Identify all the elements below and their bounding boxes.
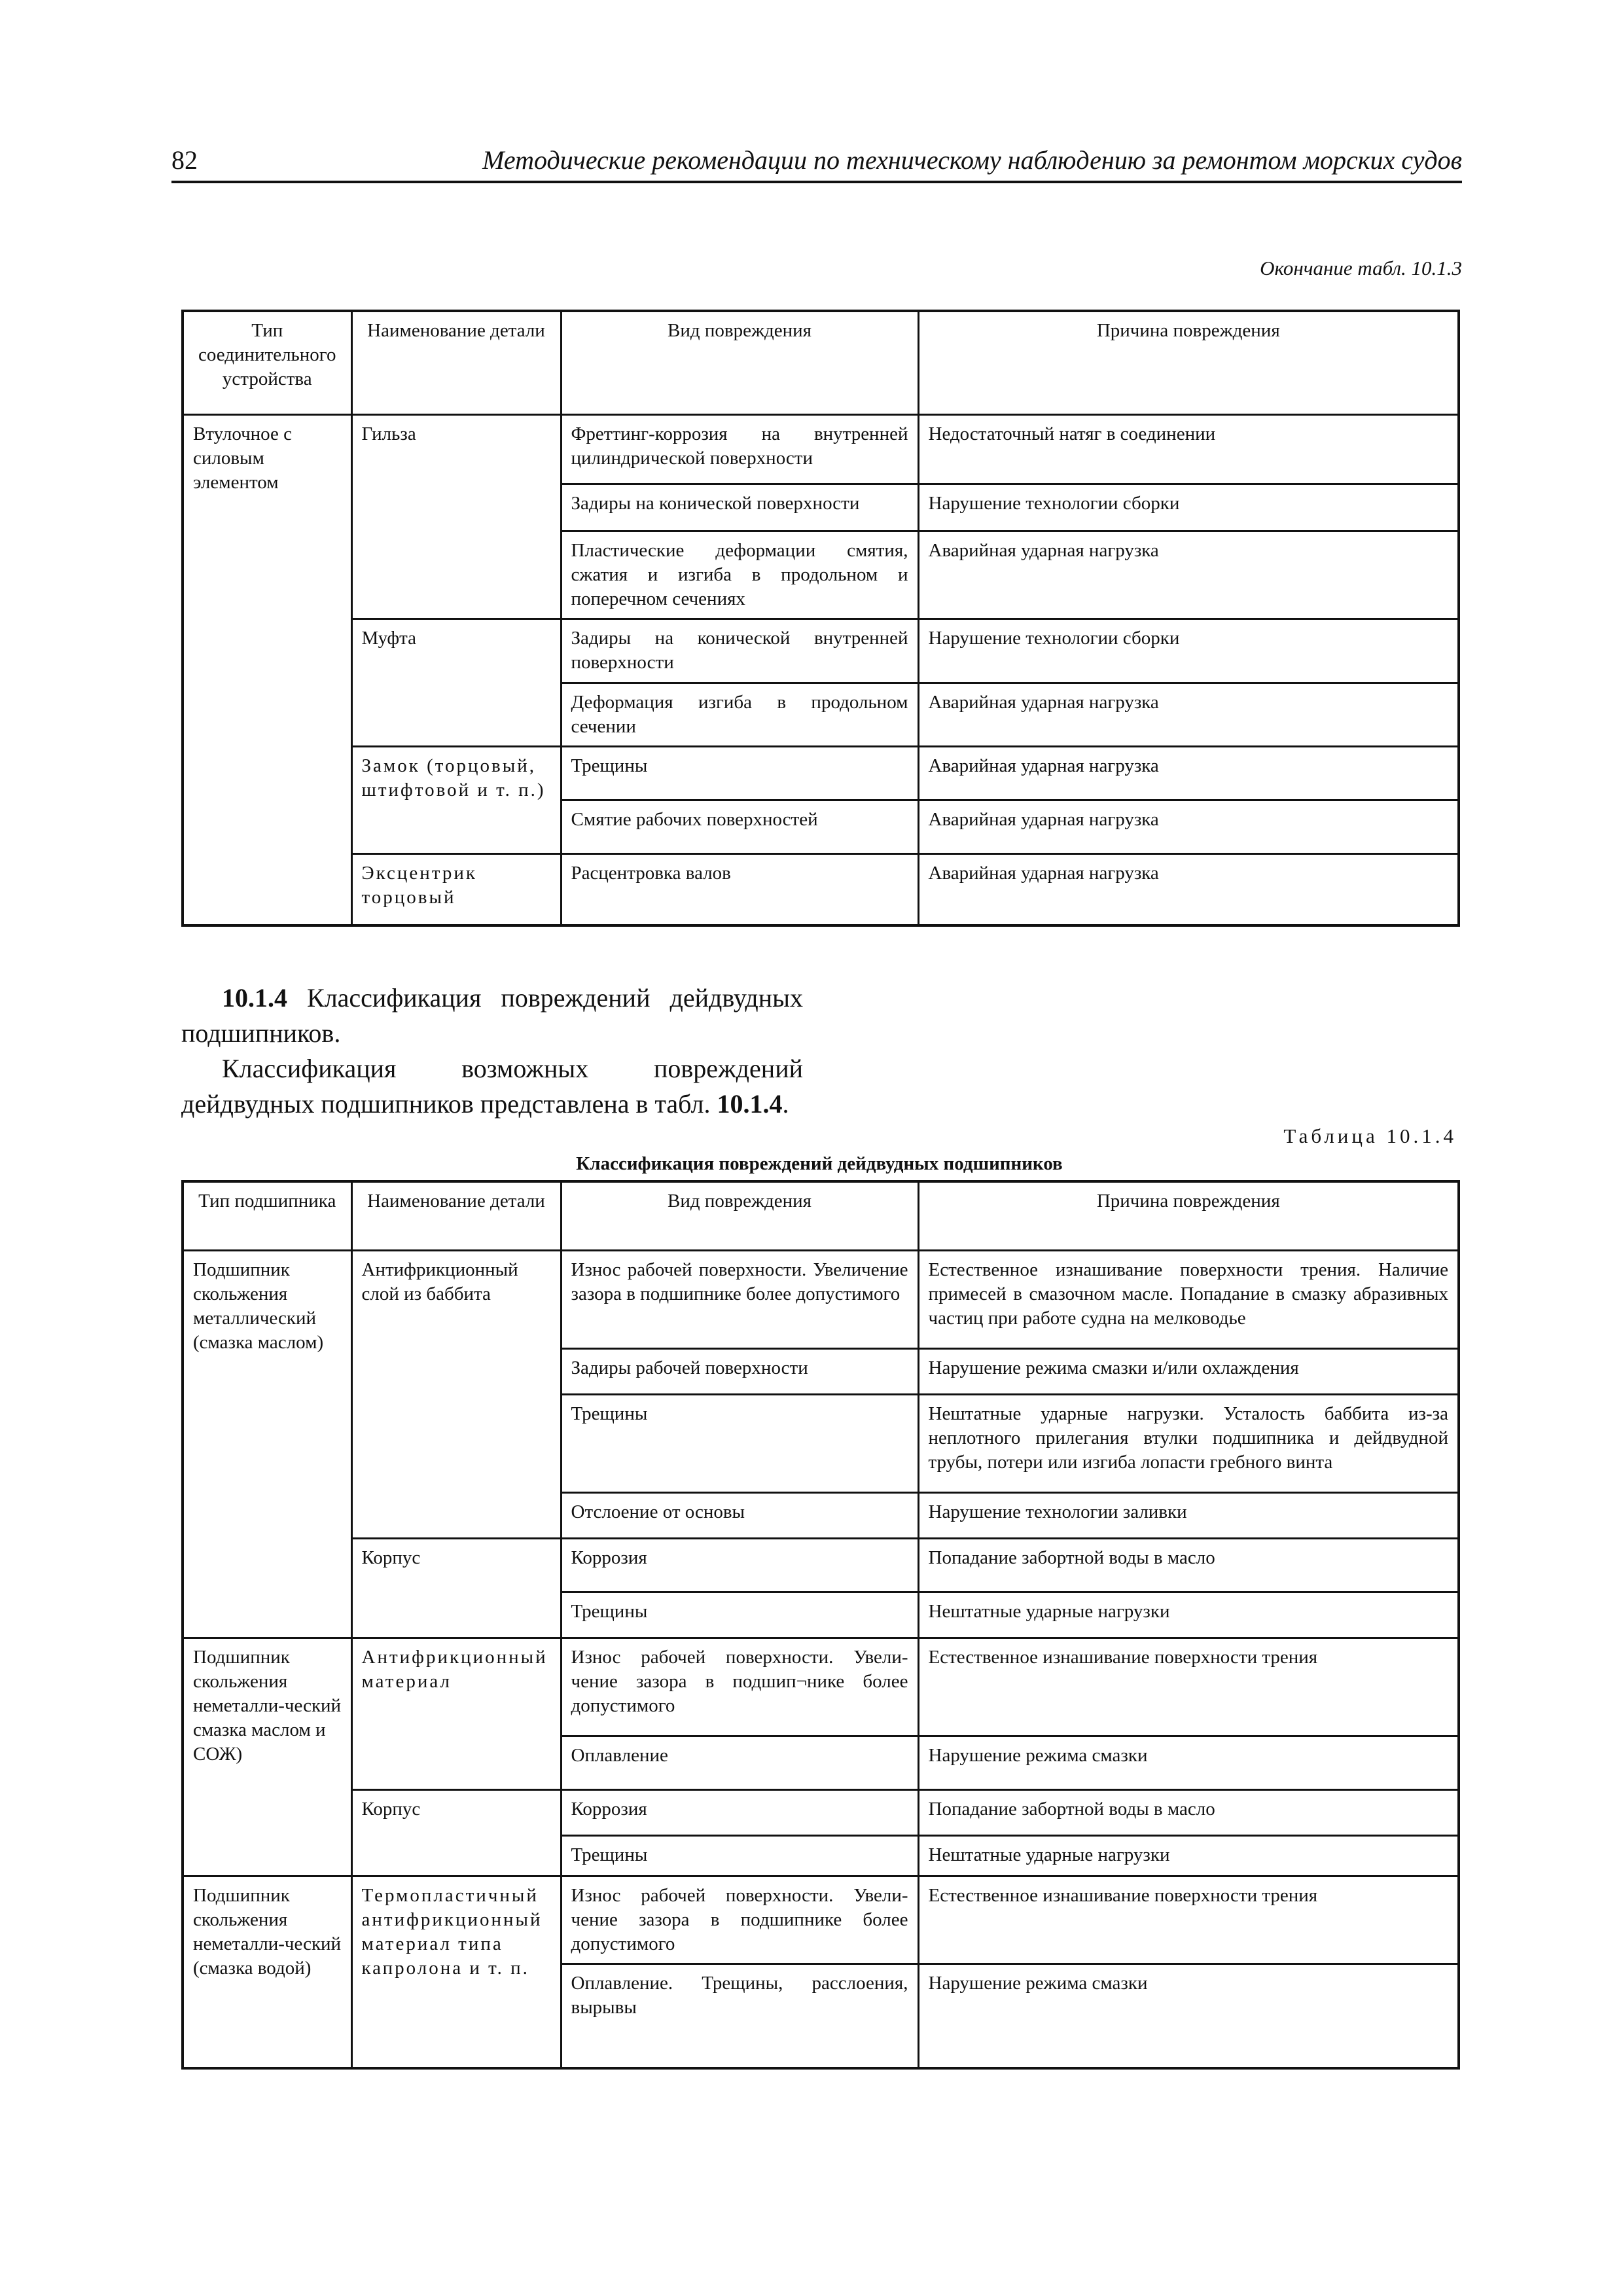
table-row — [183, 619, 1459, 683]
cause-cell: Естественное изнашивание поверхности трения — [918, 1876, 1459, 1964]
cause-cell: Попадание забортной воды в масло — [918, 1789, 1459, 1835]
part-cell: Замок (торцовый, штифтовой и т. п.) — [351, 746, 561, 853]
section-heading-number: 10.1.4 — [222, 983, 287, 1013]
cause-cell: Аварийная ударная нагрузка — [918, 746, 1459, 800]
table-row — [183, 1789, 1459, 1835]
cause-cell: Аварийная ударная нагрузка — [918, 531, 1459, 619]
part-cell: Муфта — [351, 619, 561, 746]
damage-cell: Коррозия — [561, 1538, 918, 1592]
page-number: 82 — [171, 145, 198, 175]
section-body — [181, 1051, 803, 1122]
cause-cell: Нештатные ударные нагрузки. Усталость баббита из-за неплотного прилегания втулки подшипника и дейдвудной трубы, потери или изгиба лопасти гребного винта — [918, 1394, 1459, 1492]
column-header: Наименование детали — [351, 311, 561, 415]
damage-cell: Износ рабочей поверхности. Увели-чение зазора в подшипнике более допустимого — [561, 1876, 918, 1964]
table-label: Таблица 10.1.4 — [1283, 1124, 1457, 1147]
device-type-cell: Втулочное с силовым элементом — [183, 415, 351, 926]
damage-cell: Задиры на конической поверхности — [561, 484, 918, 531]
table-row — [183, 1538, 1459, 1592]
section-body-ref: 10.1.4 — [717, 1089, 783, 1119]
page-header — [171, 141, 1462, 183]
damage-cell: Задиры на конической внутренней поверхности — [561, 619, 918, 683]
bearing-type-cell: Подшипник скольжения неметалли-ческий смазка маслом и СОЖ) — [183, 1638, 351, 1876]
table-10-1-4 — [181, 1180, 1460, 2070]
column-header: Тип подшипника — [183, 1181, 351, 1250]
part-cell: Термопластичный антифрикционный материал типа капролона и т. п. — [351, 1876, 561, 2068]
table-row — [183, 1250, 1459, 1348]
section-heading-text: Классификация повреждений дейдвудных подшипников. — [181, 983, 804, 1048]
damage-cell: Отслоение от основы — [561, 1492, 918, 1538]
column-header: Тип соединительного устройства — [183, 311, 351, 415]
section-heading — [181, 980, 803, 1051]
part-cell: Корпус — [351, 1789, 561, 1876]
damage-cell: Коррозия — [561, 1789, 918, 1835]
section-body-text: Классификация возможных повреждений дейдвудных подшипников представлена в табл. — [181, 1054, 803, 1119]
table-row — [183, 746, 1459, 800]
column-header: Причина повреждения — [918, 1181, 1459, 1250]
cause-cell: Нештатные ударные нагрузки — [918, 1592, 1459, 1638]
section-body-end: . — [782, 1089, 789, 1119]
cause-cell: Нарушение режима смазки — [918, 1736, 1459, 1789]
damage-cell: Смятие рабочих поверхностей — [561, 800, 918, 853]
part-cell: Антифрикционный материал — [351, 1638, 561, 1789]
bearing-type-cell: Подшипник скольжения металлический (смазка маслом) — [183, 1250, 351, 1638]
column-header: Причина повреждения — [918, 311, 1459, 415]
table-header-row — [183, 1181, 1459, 1250]
table-row — [183, 1638, 1459, 1736]
cause-cell: Нарушение технологии заливки — [918, 1492, 1459, 1538]
damage-cell: Трещины — [561, 1835, 918, 1876]
damage-cell: Трещины — [561, 746, 918, 800]
cause-cell: Попадание забортной воды в масло — [918, 1538, 1459, 1592]
table-row — [183, 1876, 1459, 1964]
damage-cell: Износ рабочей поверхности. Увеличение зазора в подшипнике более допустимого — [561, 1250, 918, 1348]
cause-cell: Нарушение режима смазки и/или охлаждения — [918, 1348, 1459, 1394]
table-continuation-note: Окончание табл. 10.1.3 — [1260, 257, 1462, 279]
cause-cell: Нештатные ударные нагрузки — [918, 1835, 1459, 1876]
damage-cell: Износ рабочей поверхности. Увели-чение зазора в подшип¬нике более допустимого — [561, 1638, 918, 1736]
part-cell: Антифрикционный слой из баббита — [351, 1250, 561, 1538]
section-10-1-4 — [181, 980, 803, 1122]
cause-cell: Недостаточный натяг в соединении — [918, 415, 1459, 484]
table-header-row — [183, 311, 1459, 415]
cause-cell: Нарушение технологии сборки — [918, 484, 1459, 531]
table-row — [183, 853, 1459, 925]
cause-cell: Нарушение режима смазки — [918, 1964, 1459, 2068]
column-header: Вид повреждения — [561, 311, 918, 415]
damage-cell: Оплавление — [561, 1736, 918, 1789]
part-cell: Эксцентрик торцовый — [351, 853, 561, 925]
damage-cell: Задиры рабочей поверхности — [561, 1348, 918, 1394]
column-header: Вид повреждения — [561, 1181, 918, 1250]
damage-cell: Пластические деформации смятия, сжатия и изгиба в продольном и поперечном сечениях — [561, 531, 918, 619]
cause-cell: Аварийная ударная нагрузка — [918, 683, 1459, 746]
cause-cell: Естественное изнашивание поверхности трения — [918, 1638, 1459, 1736]
damage-cell: Трещины — [561, 1592, 918, 1638]
cause-cell: Аварийная ударная нагрузка — [918, 853, 1459, 925]
column-header: Наименование детали — [351, 1181, 561, 1250]
part-cell: Гильза — [351, 415, 561, 619]
damage-cell: Оплавление. Трещины, расслоения, вырывы — [561, 1964, 918, 2068]
damage-cell: Деформация изгиба в продольном сечении — [561, 683, 918, 746]
table-row — [183, 415, 1459, 484]
bearing-type-cell: Подшипник скольжения неметалли-ческий (смазка водой) — [183, 1876, 351, 2068]
table-10-1-3 — [181, 310, 1460, 927]
cause-cell: Естественное изнашивание поверхности трения. Наличие примесей в смазочном масле. Попадание в смазку абразивных частиц при работе судна на мелководье — [918, 1250, 1459, 1348]
cause-cell: Нарушение технологии сборки — [918, 619, 1459, 683]
damage-cell: Расцентровка валов — [561, 853, 918, 925]
damage-cell: Трещины — [561, 1394, 918, 1492]
damage-cell: Фреттинг-коррозия на внутренней цилиндрической поверхности — [561, 415, 918, 484]
table-caption: Классификация повреждений дейдвудных подшипников — [576, 1153, 1063, 1174]
cause-cell: Аварийная ударная нагрузка — [918, 800, 1459, 853]
part-cell: Корпус — [351, 1538, 561, 1638]
running-title: Методические рекомендации по техническому наблюдению за ремонтом морских судов — [482, 145, 1462, 175]
